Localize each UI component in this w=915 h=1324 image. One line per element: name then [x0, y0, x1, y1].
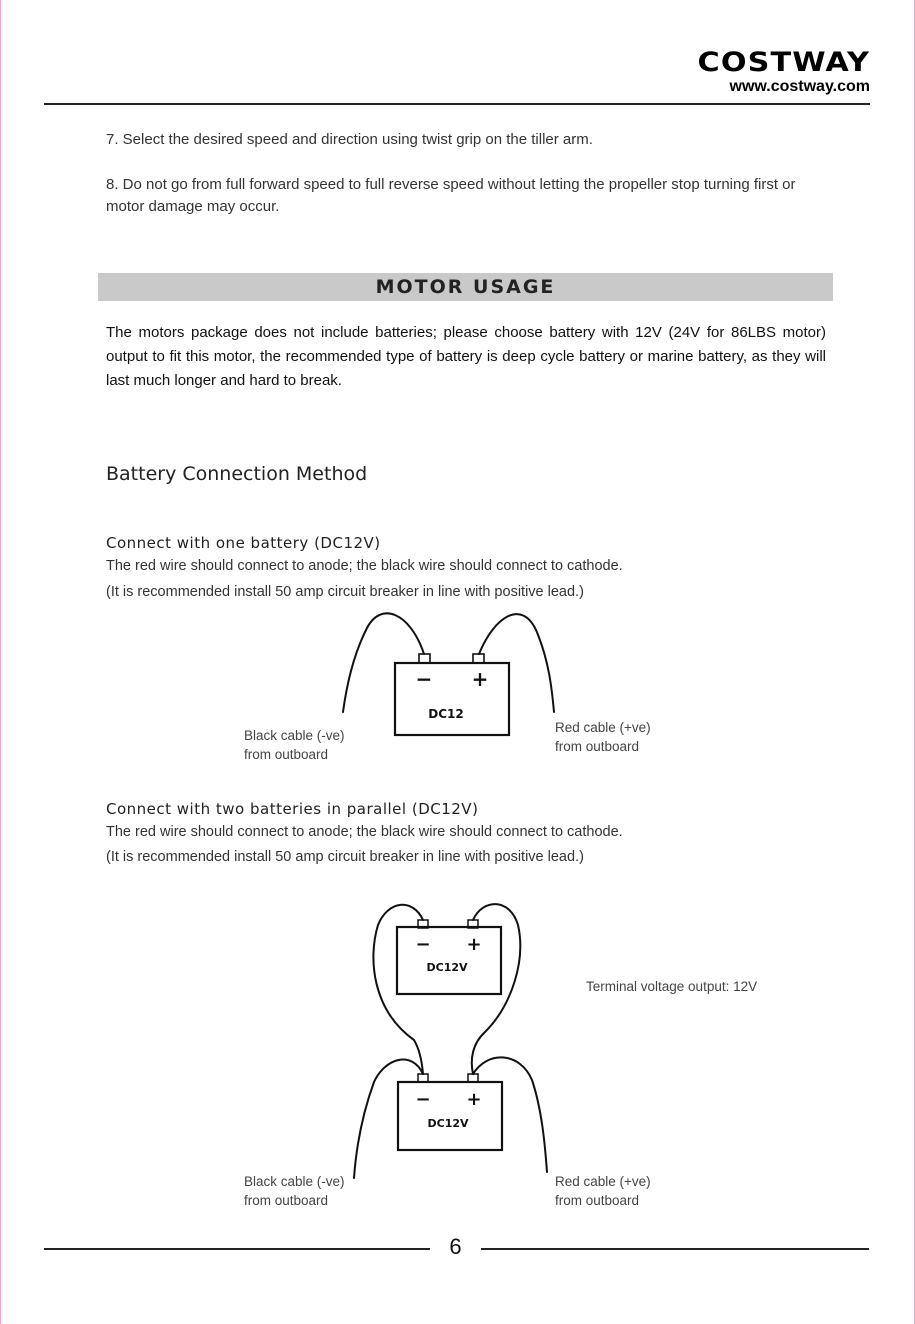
positive-symbol: + [471, 667, 489, 691]
two-black-line2: from outboard [244, 1193, 329, 1208]
one-battery-heading: Connect with one battery (DC12V) [106, 534, 381, 552]
bottom-battery-label: DC12V [427, 1117, 469, 1130]
usage-paragraph: The motors package does not include batteries; please choose battery with 12V (24V for 86LBS motor) output to fit this motor, the recommended type of battery is deep cycle battery or marine battery, as they will last much longer and hard to break. [106, 324, 826, 389]
step-8: 8. Do not go from full forward speed to full reverse speed without letting the propeller stop turning first or motor damage may occur. [106, 176, 796, 215]
brand-url: www.costway.com [729, 78, 870, 95]
one-red-line2: from outboard [555, 739, 640, 754]
one-red-line1: Red cable (+ve) [555, 720, 651, 735]
one-battery-line1: The red wire should connect to anode; the black wire should connect to cathode. [106, 558, 623, 574]
battery-box [395, 663, 509, 735]
negative-symbol: − [415, 667, 433, 691]
bottom-black-cable [354, 1060, 423, 1178]
one-red-cable-label [555, 718, 651, 756]
footer-rule-right [481, 1248, 869, 1250]
battery-heading: Battery Connection Method [106, 463, 368, 485]
two-battery-line1: The red wire should connect to anode; the black wire should connect to cathode. [106, 824, 623, 840]
two-battery-line2: (It is recommended install 50 amp circuit breaker in line with positive lead.) [106, 849, 584, 865]
bottom-terminal-positive [468, 1074, 478, 1082]
step-7: 7. Select the desired speed and direction using twist grip on the tiller arm. [106, 131, 593, 148]
two-black-cable-label [244, 1172, 345, 1210]
bottom-negative-symbol: − [415, 1089, 431, 1110]
battery-label: DC12 [428, 707, 464, 721]
one-battery-line2: (It is recommended install 50 amp circuit breaker in line with positive lead.) [106, 584, 584, 600]
footer-rule-left [44, 1248, 430, 1250]
brand-logo: COSTWAY [697, 47, 870, 78]
negative-link-cable [373, 905, 423, 1074]
two-battery-heading: Connect with two batteries in parallel (DC12V) [106, 800, 479, 818]
bottom-terminal-negative [418, 1074, 428, 1082]
top-battery-label: DC12V [426, 961, 468, 974]
terminal-positive [473, 654, 484, 663]
one-black-line1: Black cable (-ve) [244, 728, 345, 743]
positive-link-cable [472, 904, 520, 1074]
page-number: 6 [449, 1234, 462, 1259]
two-red-line2: from outboard [555, 1193, 640, 1208]
terminal-negative [419, 654, 430, 663]
two-red-cable-label [555, 1172, 651, 1210]
top-negative-symbol: − [415, 934, 431, 955]
section-title: MOTOR USAGE [375, 276, 556, 298]
bottom-battery-box [398, 1082, 502, 1150]
top-positive-symbol: + [466, 934, 482, 955]
terminal-voltage-note: Terminal voltage output: 12V [586, 979, 758, 994]
two-red-line1: Red cable (+ve) [555, 1174, 651, 1189]
one-battery-diagram [343, 613, 554, 735]
two-battery-diagram [354, 904, 547, 1178]
one-black-line2: from outboard [244, 747, 329, 762]
bottom-positive-symbol: + [466, 1089, 482, 1110]
one-black-cable-label [244, 726, 345, 764]
bottom-red-cable [473, 1057, 547, 1172]
two-black-line1: Black cable (-ve) [244, 1174, 345, 1189]
